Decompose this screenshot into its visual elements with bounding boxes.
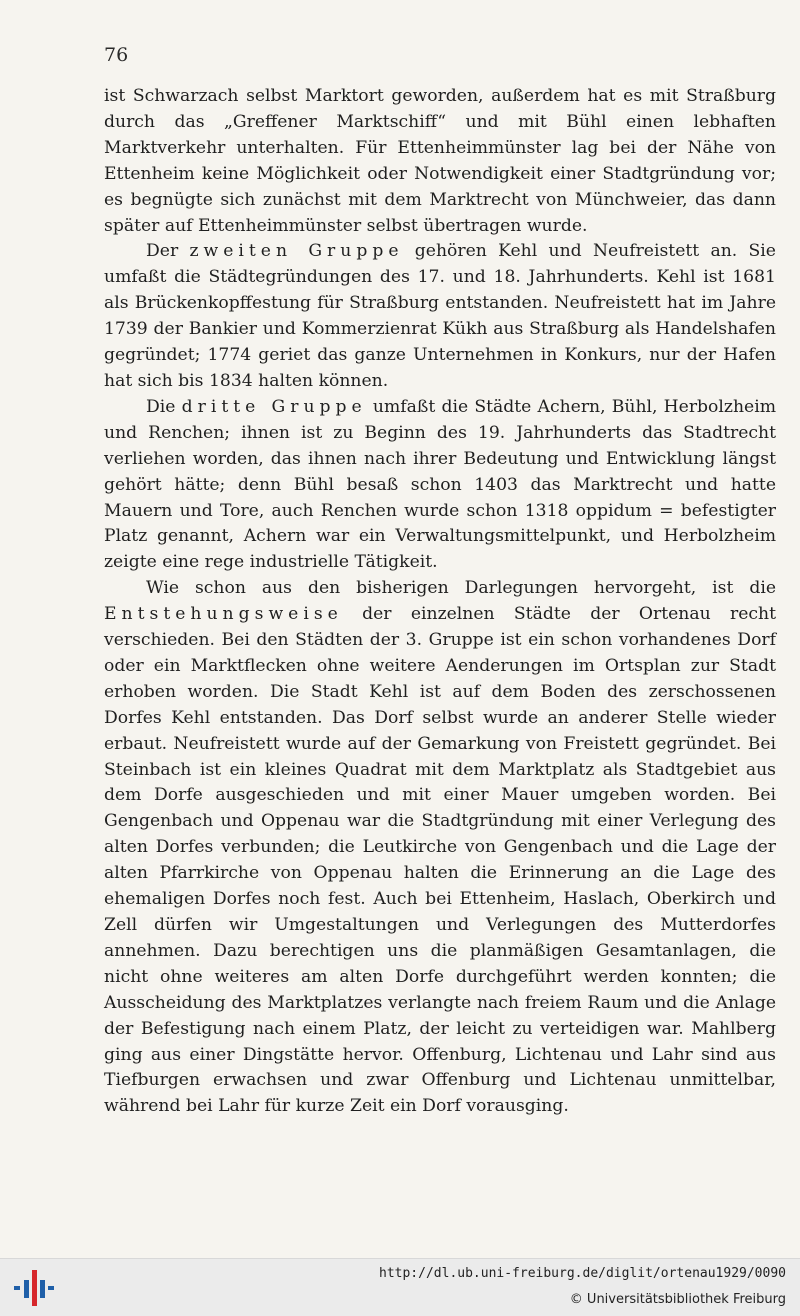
- paragraph-2-emphasis: zweiten Gruppe: [189, 241, 404, 262]
- logo-bar-center: [32, 1270, 37, 1306]
- source-url-link[interactable]: http://dl.ub.uni-freiburg.de/diglit/ortenau1929/0090: [379, 1266, 786, 1281]
- body-text: [104, 84, 776, 1120]
- paragraph-4-rest: der einzelnen Städte der Ortenau recht verschieden. Bei den Städten der 3. Gruppe ist ein schon vorhandenes Dorf oder ein Marktflecken ohne weitere Aenderungen im Ortsplan zur Stadt erhoben worden. Die Stadt Kehl ist auf dem Boden des zerschossenen Dorfes Kehl entstanden. Das Dorf selbst wurde an anderer Stelle wieder erbaut. Neufreistett wurde auf der Gemarkung von Freistett gegründet. Bei Steinbach ist ein kleines Quadrat mit dem Marktplatz als Stadtgebiet aus dem Dorfe ausgeschieden und mit einer Mauer umgeben worden. Bei Gengenbach und Oppenau war die Stadtgründung mit einer Verlegung des alten Dorfes verbunden; die Leutkirche von Gengenbach und die Lage der alten Pfarrkirche von Oppenau halten die Erinnerung an die Lage des ehemaligen Dorfes noch fest. Auch bei Ettenheim, Haslach, Oberkirch und Zell dürfen wir Umgestaltungen und Verlegungen des Mutterdorfes annehmen. Dazu berechtigen uns die planmäßigen Gesamtanlagen, die nicht ohne weiteres am alten Dorfe durchgeführt werden konnten; die Ausscheidung des Marktplatzes verlangte nach freiem Raum und die Anlage der Befestigung nach einem Platz, der leicht zu verteidigen war. Mahlberg ging aus einer Dingstätte hervor. Offenburg, Lichtenau und Lahr sind aus Tiefburgen erwachsen und zwar Offenburg und Lichtenau unmittelbar, während bei Lahr für kurze Zeit ein Dorf vorausging.: [104, 604, 776, 1117]
- paragraph-2-rest: gehören Kehl und Neufreistett an. Sie umfaßt die Städtegründungen des 17. und 18. Jahrhunderts. Kehl ist 1681 als Brückenkopffestung für Straßburg entstanden. Neufreistett hat im Jahre 1739 der Bankier und Kommerzienrat Kükh aus Straßburg als Handelshafen gegründet; 1774 geriet das ganze Unternehmen in Konkurs, nur der Hafen hat sich bis 1834 halten können.: [104, 241, 776, 391]
- logo-svg: [12, 1266, 56, 1310]
- paragraph-1: ist Schwarzach selbst Marktort geworden, außerdem hat es mit Straßburg durch das „Greffener Marktschiff“ und mit Bühl einen lebhaften Marktverkehr unterhalten. Für Ettenheimmünster lag bei der Nähe von Ettenheim keine Möglichkeit oder Notwendigkeit einer Stadtgründung vor; es begnügte sich zunächst mit dem Marktrecht von Münchweier, das dann später auf Ettenheimmünster selbst übertragen wurde.: [104, 86, 776, 236]
- paragraph-4-lead: Wie schon aus den bisherigen Darlegungen hervorgeht, ist die: [146, 578, 776, 599]
- logo-bar-inner-right: [40, 1280, 45, 1298]
- paragraph-2-lead: Der: [146, 241, 190, 262]
- paragraph-4: [104, 576, 776, 1120]
- logo-bar-right: [48, 1286, 54, 1290]
- paragraph-2: [104, 239, 776, 394]
- paragraph-3-rest: umfaßt die Städte Achern, Bühl, Herbolzheim und Renchen; ihnen ist zu Beginn des 19. Jahrhunderts das Stadtrecht verliehen worden, das ihnen nach ihrer Bedeutung und Entwicklung längst gehört hätte; denn Bühl besaß schon 1403 das Marktrecht und hatte Mauern und Tore, auch Renchen wurde schon 1318 oppidum = befestigter Platz genannt, Achern war ein Verwaltungsmittelpunkt, und Herbolzheim zeigte eine rege industrielle Tätigkeit.: [104, 396, 776, 573]
- logo-bar-inner-left: [24, 1280, 29, 1298]
- paragraph-3-lead: Die: [146, 396, 182, 417]
- ub-freiburg-logo-icon: [12, 1266, 56, 1310]
- paragraph-3: [104, 395, 776, 576]
- copyright-notice: © Universitätsbibliothek Freiburg: [569, 1292, 786, 1307]
- logo-bar-left: [14, 1286, 20, 1290]
- paragraph-4-emphasis: Entstehungsweise: [104, 604, 343, 625]
- page-number: 76: [104, 44, 129, 66]
- paragraph-3-emphasis: dritte Gruppe: [181, 396, 367, 417]
